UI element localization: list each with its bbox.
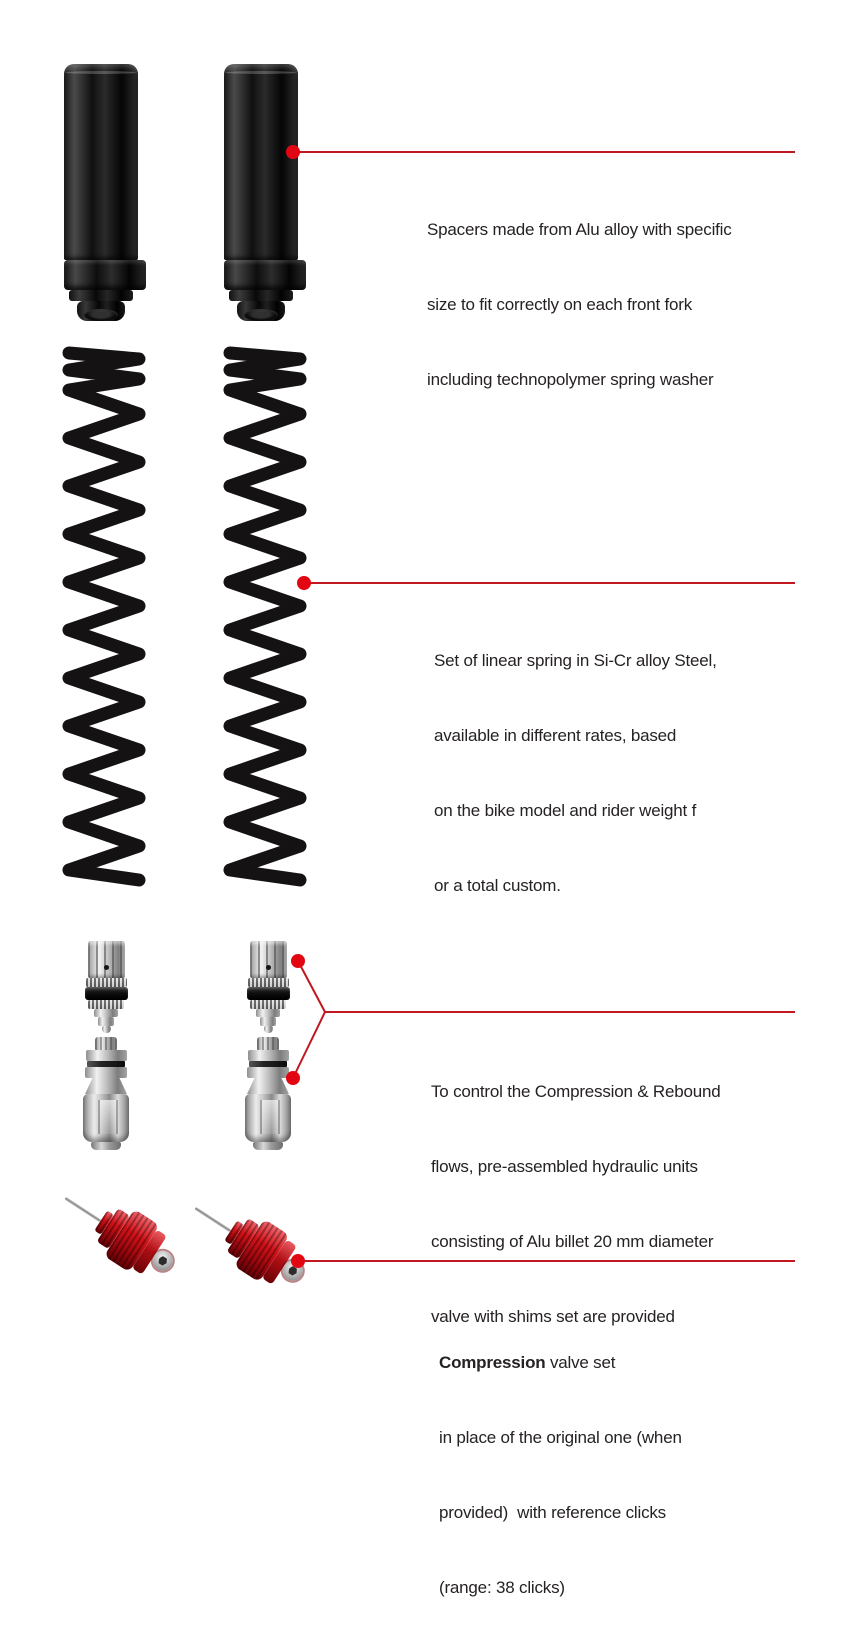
callout-line-spacers bbox=[286, 145, 795, 159]
text-line: including technopolymer spring washer bbox=[427, 370, 714, 389]
text-line: valve with shims set are provided bbox=[431, 1307, 675, 1326]
text-line: consisting of Alu billet 20 mm diameter bbox=[431, 1232, 714, 1251]
text-line: available in different rates, based bbox=[434, 726, 677, 745]
callout-text-compression bbox=[439, 1300, 682, 1650]
callout-text-spacers bbox=[427, 167, 732, 442]
text-line: in place of the original one (when bbox=[439, 1428, 682, 1447]
text-line: Spacers made from Alu alloy with specific bbox=[427, 220, 732, 239]
text-line: size to fit correctly on each front fork bbox=[427, 295, 693, 314]
compression-bold-word: Compression bbox=[439, 1353, 546, 1372]
text-line: (range: 38 clicks) bbox=[439, 1578, 565, 1597]
text-line: or a total custom. bbox=[434, 876, 561, 895]
text-line: flows, pre-assembled hydraulic units bbox=[431, 1157, 698, 1176]
text-line: provided) with reference clicks bbox=[439, 1503, 666, 1522]
text-line: To control the Compression & Rebound bbox=[431, 1082, 721, 1101]
text-line: Set of linear spring in Si-Cr alloy Steel, bbox=[434, 651, 717, 670]
callout-text-springs bbox=[434, 598, 717, 948]
compression-line-rest: valve set bbox=[545, 1353, 616, 1372]
callout-line-springs bbox=[297, 576, 795, 590]
text-line: on the bike model and rider weight f bbox=[434, 801, 697, 820]
text-line bbox=[439, 1350, 682, 1375]
